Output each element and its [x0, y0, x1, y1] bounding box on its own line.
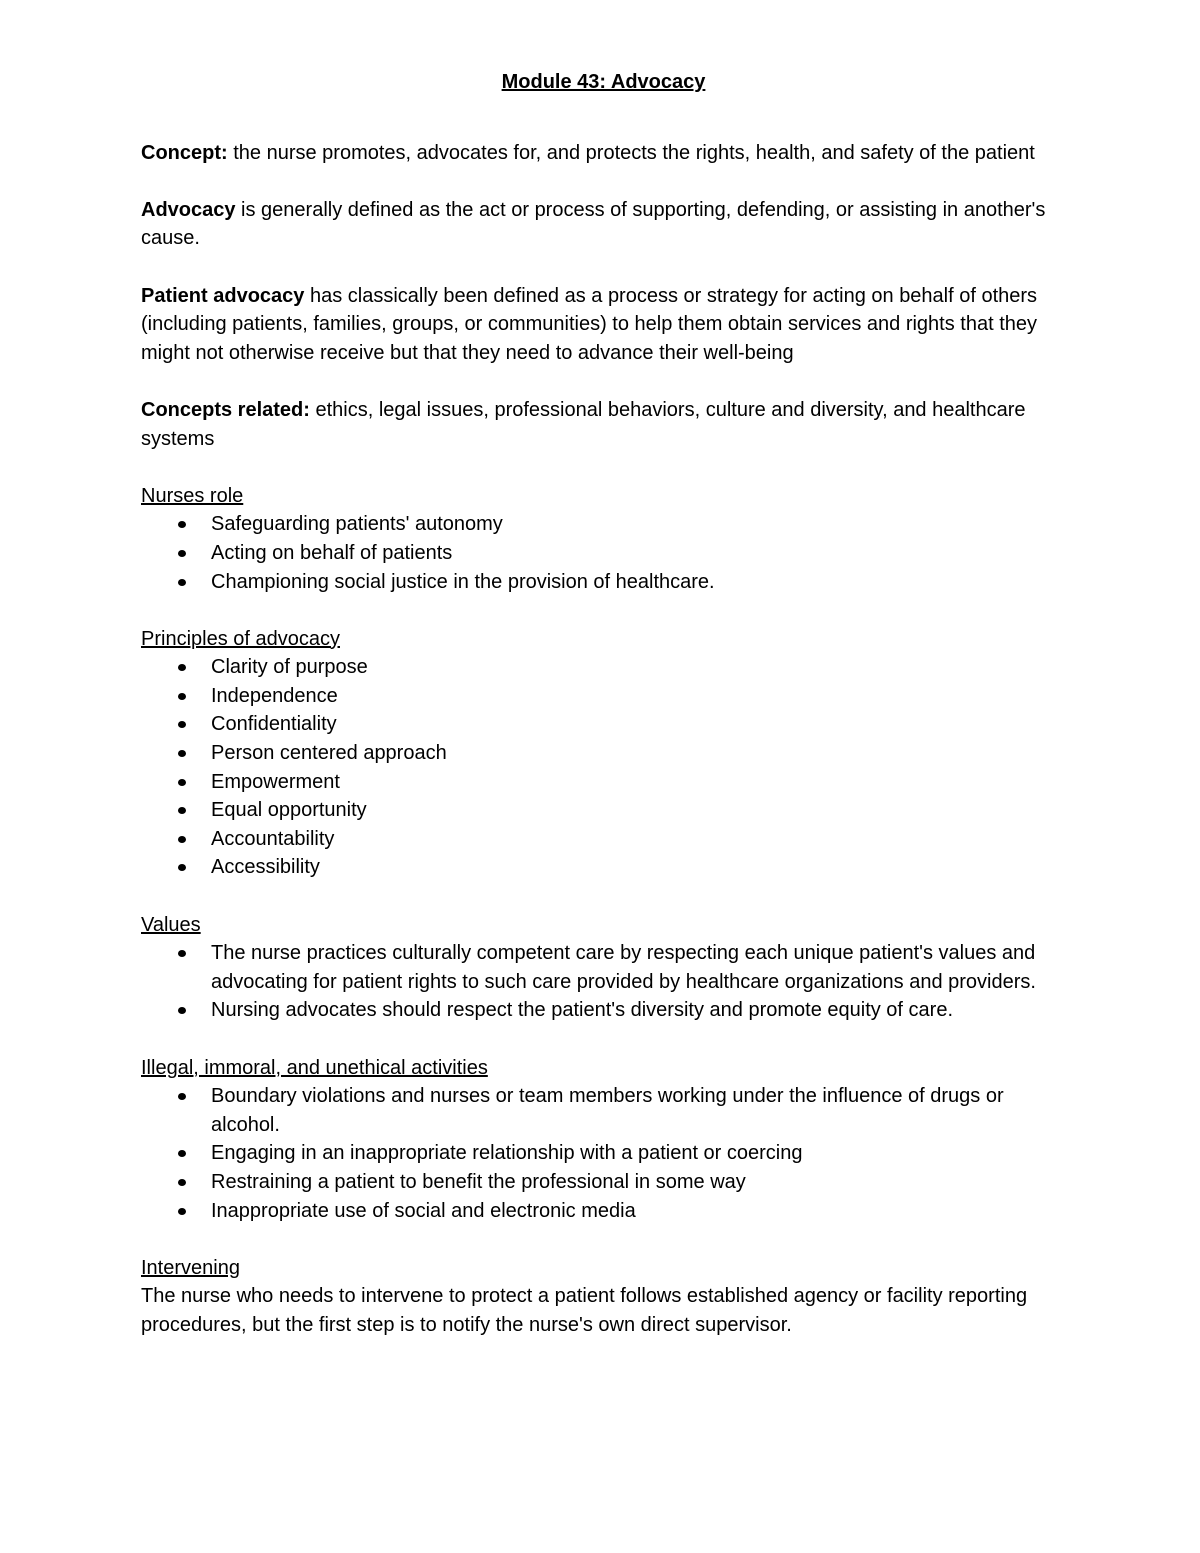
concept-paragraph	[141, 139, 1066, 168]
bullet-icon	[178, 1150, 186, 1157]
list-item	[141, 653, 1066, 682]
nurses-role-heading: Nurses role	[141, 484, 244, 507]
concepts-related-text: ethics, legal issues, professional behaviors, culture and diversity, and healthcare systems	[141, 398, 1026, 450]
list-item-text: Championing social justice in the provision of healthcare.	[211, 570, 715, 593]
bullet-icon	[178, 1208, 186, 1215]
list-item	[141, 796, 1066, 825]
list-item	[141, 1139, 1066, 1168]
concepts-related-label: Concepts related:	[141, 398, 310, 421]
list-item	[141, 510, 1066, 539]
list-item-text: Confidentiality	[211, 713, 337, 736]
list-item	[141, 539, 1066, 568]
bullet-icon	[178, 550, 186, 557]
advocacy-label: Advocacy	[141, 198, 236, 221]
advocacy-text: is generally defined as the act or process of supporting, defending, or assisting in another's cause.	[141, 198, 1046, 250]
values-heading: Values	[141, 913, 201, 936]
bullet-icon	[178, 807, 186, 814]
list-item	[141, 825, 1066, 854]
bullet-icon	[178, 521, 186, 528]
document-title: Module 43: Advocacy	[501, 71, 706, 93]
bullet-icon	[178, 950, 186, 957]
bullet-icon	[178, 750, 186, 757]
bullet-icon	[178, 864, 186, 871]
list-item-text: Engaging in an inappropriate relationship with a patient or coercing	[211, 1142, 803, 1165]
bullet-icon	[178, 1093, 186, 1100]
list-item-text: Acting on behalf of patients	[211, 541, 453, 564]
bullet-icon	[178, 664, 186, 671]
patient-advocacy-paragraph	[141, 282, 1066, 368]
bullet-icon	[178, 693, 186, 700]
list-item-text: Nursing advocates should respect the patient's diversity and promote equity of care.	[211, 999, 954, 1022]
list-item-text: Safeguarding patients' autonomy	[211, 513, 503, 536]
list-item	[141, 853, 1066, 882]
document-page	[141, 68, 1066, 1368]
list-item	[141, 939, 1066, 996]
principles-heading: Principles of advocacy	[141, 627, 340, 650]
list-item-text: The nurse practices culturally competent care by respecting each unique patient's values and advocating for patient rights to such care provided by healthcare organizations and providers.	[211, 942, 1036, 993]
concept-label: Concept:	[141, 141, 228, 164]
list-item	[141, 1168, 1066, 1197]
list-item	[141, 568, 1066, 597]
list-item-text: Accountability	[211, 827, 335, 850]
list-item-text: Accessibility	[211, 856, 320, 879]
list-item	[141, 1197, 1066, 1226]
concepts-related-paragraph	[141, 396, 1066, 453]
advocacy-paragraph	[141, 196, 1066, 253]
bullet-icon	[178, 721, 186, 728]
illegal-activities-list	[141, 1082, 1066, 1225]
list-item-text: Empowerment	[211, 770, 340, 793]
list-item-text: Independence	[211, 684, 338, 707]
nurses-role-list	[141, 510, 1066, 596]
values-list	[141, 939, 1066, 1025]
bullet-icon	[178, 1007, 186, 1014]
principles-list	[141, 653, 1066, 882]
bullet-icon	[178, 779, 186, 786]
concept-text: the nurse promotes, advocates for, and protects the rights, health, and safety of the patient	[227, 141, 1035, 164]
list-item	[141, 768, 1066, 797]
list-item-text: Restraining a patient to benefit the professional in some way	[211, 1170, 746, 1193]
bullet-icon	[178, 1179, 186, 1186]
list-item	[141, 710, 1066, 739]
list-item	[141, 682, 1066, 711]
bullet-icon	[178, 836, 186, 843]
list-item	[141, 996, 1066, 1025]
list-item-text: Clarity of purpose	[211, 656, 368, 679]
patient-advocacy-text: has classically been defined as a process or strategy for acting on behalf of others (including patients, families, groups, or communities) to help them obtain services and rights that they might not otherwise receive but that they need to advance their well-being	[141, 284, 1038, 364]
patient-advocacy-label: Patient advocacy	[141, 284, 305, 307]
bullet-icon	[178, 579, 186, 586]
illegal-activities-heading: Illegal, immoral, and unethical activities	[141, 1056, 488, 1079]
intervening-heading: Intervening	[141, 1256, 240, 1279]
list-item	[141, 739, 1066, 768]
list-item	[141, 1082, 1066, 1139]
list-item-text: Person centered approach	[211, 742, 447, 765]
intervening-paragraph: The nurse who needs to intervene to protect a patient follows established agency or facility reporting procedures, but the first step is to notify the nurse's own direct supervisor.	[141, 1285, 1028, 1336]
list-item-text: Inappropriate use of social and electronic media	[211, 1199, 636, 1222]
list-item-text: Boundary violations and nurses or team members working under the influence of drugs or alcohol.	[211, 1085, 1004, 1136]
list-item-text: Equal opportunity	[211, 799, 367, 822]
